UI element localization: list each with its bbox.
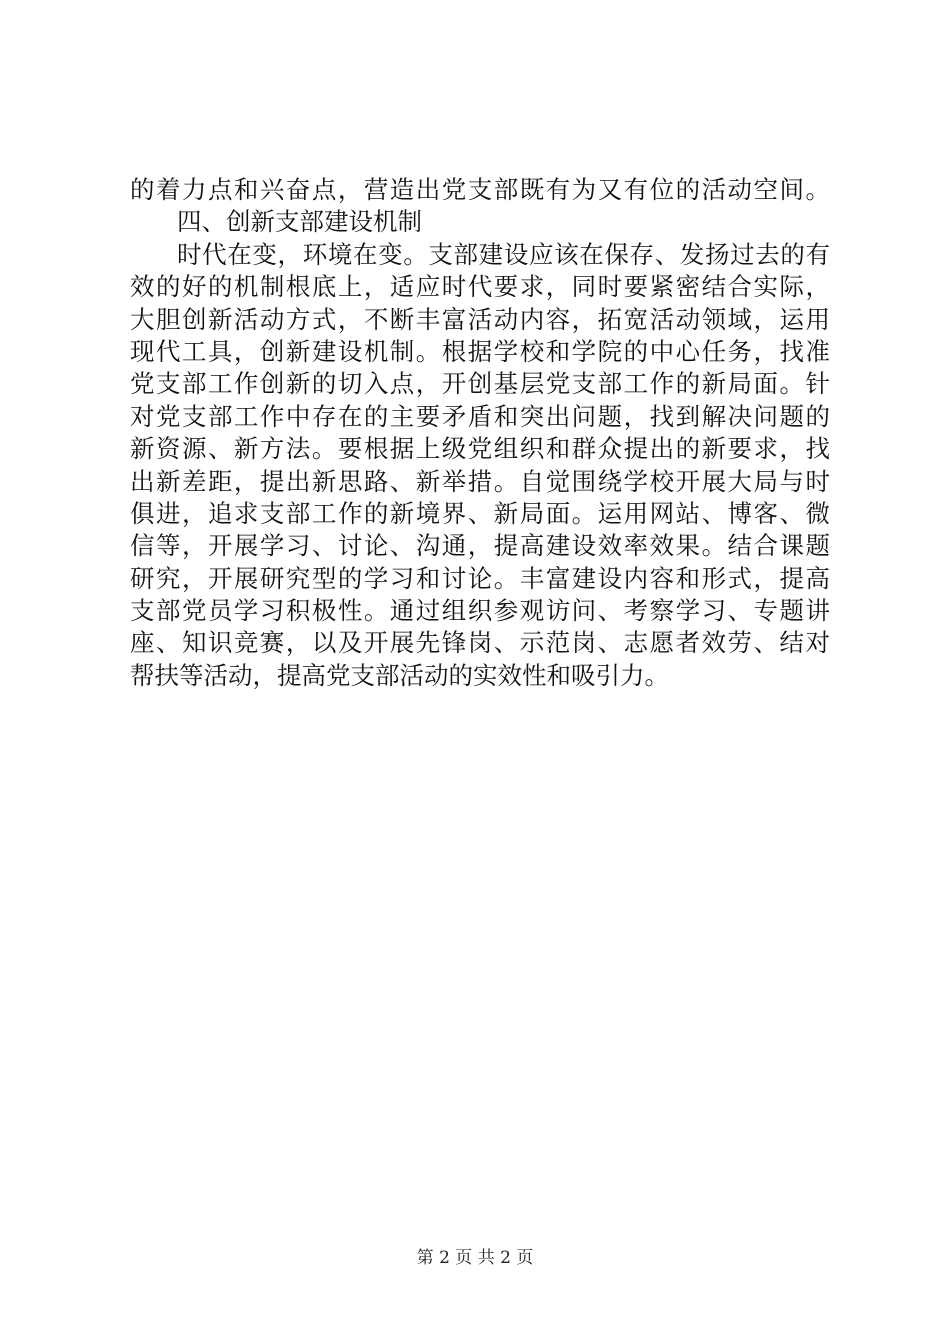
text-line: 对党支部工作中存在的主要矛盾和突出问题，找到解决问题的 xyxy=(130,401,830,431)
text-line: 座、知识竞赛，以及开展先锋岗、示范岗、志愿者效劳、结对 xyxy=(130,628,830,658)
paragraph-first-line: 时代在变，环境在变。支部建设应该在保存、发扬过去的有 xyxy=(177,239,830,269)
text-line: 的着力点和兴奋点，营造出党支部既有为又有位的活动空间。 xyxy=(130,175,830,204)
text-line: 党支部工作创新的切入点，开创基层党支部工作的新局面。针 xyxy=(130,369,830,399)
page-footer: 第 2 页 共 2 页 xyxy=(416,1248,534,1268)
text-line: 帮扶等活动，提高党支部活动的实效性和吸引力。 xyxy=(130,660,669,690)
text-line: 出新差距，提出新思路、新举措。自觉围绕学校开展大局与时 xyxy=(130,466,830,496)
text-line: 信等，开展学习、讨论、沟通，提高建设效率效果。结合课题 xyxy=(130,531,830,561)
text-line: 效的好的机制根底上，适应时代要求，同时要紧密结合实际， xyxy=(130,272,830,302)
text-line: 支部党员学习积极性。通过组织参观访问、考察学习、专题讲 xyxy=(130,596,830,626)
text-line: 现代工具，创新建设机制。根据学校和学院的中心任务，找准 xyxy=(130,336,830,366)
text-line: 研究，开展研究型的学习和讨论。丰富建设内容和形式，提高 xyxy=(130,563,830,593)
text-line: 大胆创新活动方式，不断丰富活动内容，拓宽活动领域，运用 xyxy=(130,304,830,334)
section-heading: 四、创新支部建设机制 xyxy=(177,207,422,237)
text-line: 俱进，追求支部工作的新境界、新局面。运用网站、博客、微 xyxy=(130,498,830,528)
body-text xyxy=(130,174,830,692)
text-line: 新资源、新方法。要根据上级党组织和群众提出的新要求，找 xyxy=(130,434,830,464)
